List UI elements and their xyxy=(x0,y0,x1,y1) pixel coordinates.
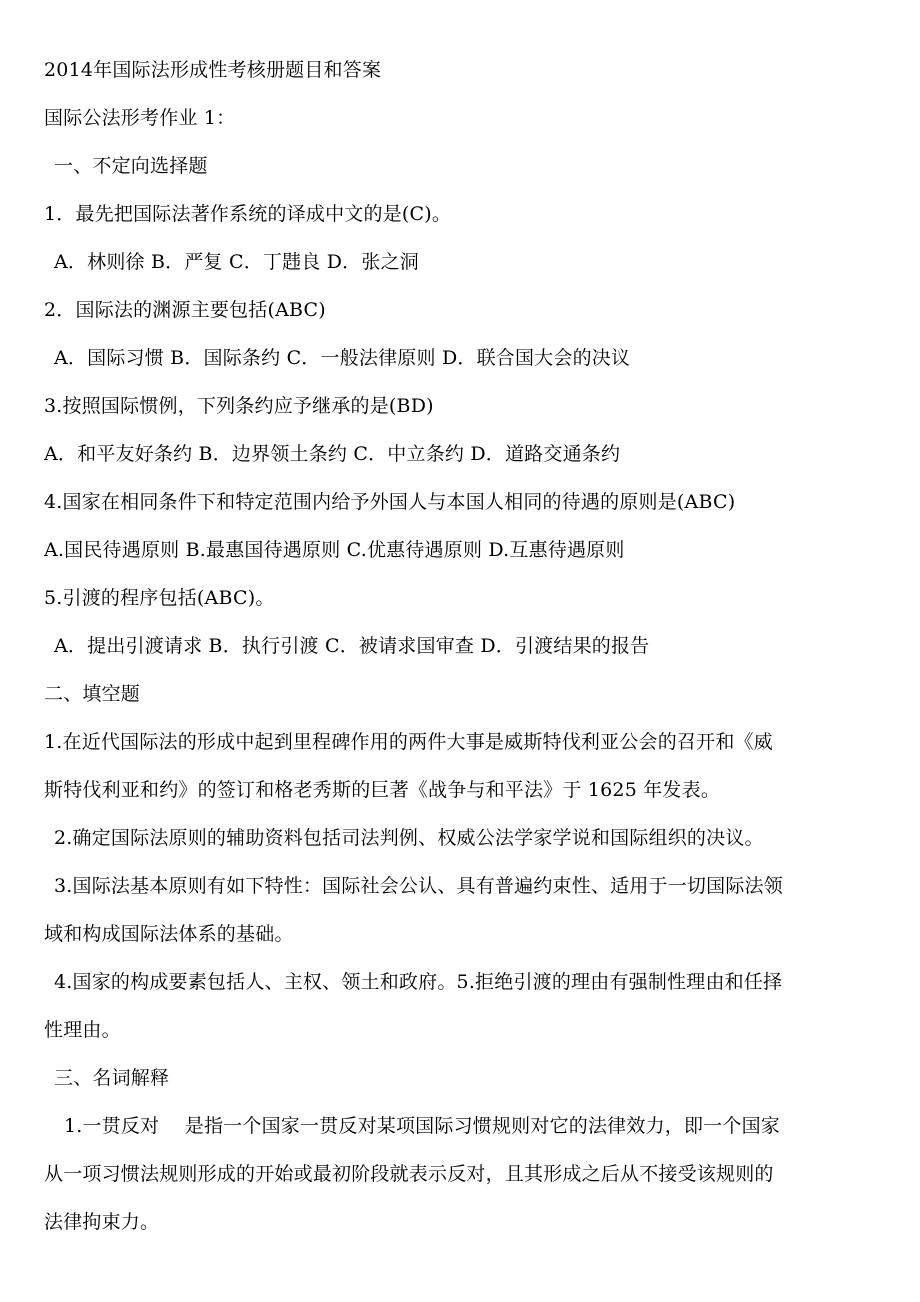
section-heading-choice: 一、不定向选择题 xyxy=(54,155,208,177)
fill-4-line-2: 性理由。 xyxy=(44,1019,121,1041)
question-1: 1．最先把国际法著作系统的译成中文的是(C)。 xyxy=(44,203,452,225)
fill-1-line-2: 斯特伐利亚和约》的签订和格老秀斯的巨著《战争与和平法》于 1625 年发表。 xyxy=(44,779,721,801)
term-1-line-1: 1.一贯反对 是指一个国家一贯反对某项国际习惯规则对它的法律效力，即一个国家 xyxy=(64,1115,780,1137)
fill-1-line-1: 1.在近代国际法的形成中起到里程碑作用的两件大事是威斯特伐利亚公会的召开和《威 xyxy=(44,731,773,753)
term-1-line-2: 从一项习惯法规则形成的开始或最初阶段就表示反对，且其形成之后从不接受该规则的 xyxy=(44,1163,774,1185)
question-3: 3.按照国际惯例，下列条约应予继承的是(BD) xyxy=(44,395,434,417)
question-5-options: A．提出引渡请求 B．执行引渡 C．被请求国审查 D．引渡结果的报告 xyxy=(54,635,650,657)
section-heading-terms: 三、名词解释 xyxy=(54,1067,170,1089)
fill-3-line-1: 3.国际法基本原则有如下特性：国际社会公认、具有普遍约束性、适用于一切国际法领 xyxy=(54,875,783,897)
fill-3-line-2: 域和构成国际法体系的基础。 xyxy=(44,923,294,945)
assignment-heading: 国际公法形考作业 1： xyxy=(44,107,236,129)
question-1-options: A．林则徐 B．严复 C．丁韪良 D．张之洞 xyxy=(54,251,419,273)
document-title: 2014年国际法形成性考核册题目和答案 xyxy=(44,59,382,81)
question-2: 2．国际法的渊源主要包括(ABC) xyxy=(44,299,326,321)
question-3-options: A．和平友好条约 B．边界领土条约 C．中立条约 D．道路交通条约 xyxy=(44,443,621,465)
fill-2: 2.确定国际法原则的辅助资料包括司法判例、权威公法学家学说和国际组织的决议。 xyxy=(54,827,764,849)
question-4: 4.国家在相同条件下和特定范围内给予外国人与本国人相同的待遇的原则是(ABC) xyxy=(44,491,736,513)
question-2-options: A．国际习惯 B．国际条约 C．一般法律原则 D．联合国大会的决议 xyxy=(54,347,631,369)
question-5: 5.引渡的程序包括(ABC)。 xyxy=(44,587,275,609)
question-4-options: A.国民待遇原则 B.最惠国待遇原则 C.优惠待遇原则 D.互惠待遇原则 xyxy=(44,539,625,561)
fill-4-line-1: 4.国家的构成要素包括人、主权、领土和政府。5.拒绝引渡的理由有强制性理由和任择 xyxy=(54,971,783,993)
section-heading-fill: 二、填空题 xyxy=(44,683,141,705)
term-1-line-3: 法律拘束力。 xyxy=(44,1211,160,1233)
